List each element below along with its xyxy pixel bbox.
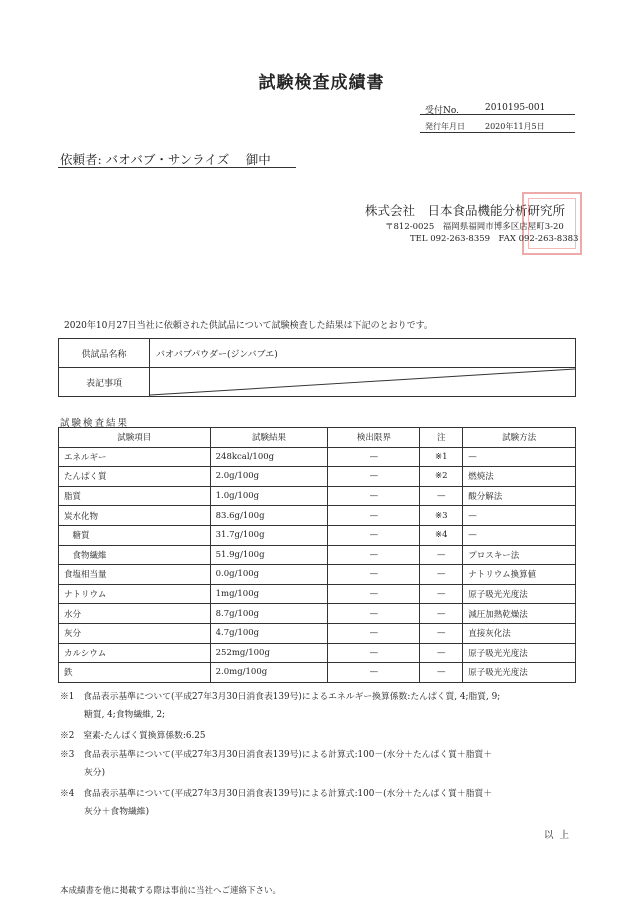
receipt-underline xyxy=(420,114,575,115)
note-cell: — xyxy=(420,486,463,506)
item-cell: 食塩相当量 xyxy=(59,565,211,585)
limit-cell: — xyxy=(328,545,420,565)
header-limit: 検出限界 xyxy=(328,428,420,448)
results-row xyxy=(59,525,576,545)
item-cell: ナトリウム xyxy=(59,584,211,604)
result-cell: 31.7g/100g xyxy=(210,525,328,545)
results-row xyxy=(59,467,576,487)
issue-date-label: 発行年月日 xyxy=(425,122,465,131)
note-cell: — xyxy=(420,584,463,604)
limit-cell: — xyxy=(328,486,420,506)
note-2: ※2 窒素-たんぱく質換算係数:6.25 xyxy=(60,731,206,741)
item-cell: 灰分 xyxy=(59,623,211,643)
results-row xyxy=(59,623,576,643)
results-row xyxy=(59,565,576,585)
result-cell: 83.6g/100g xyxy=(210,506,328,526)
header-method: 試験方法 xyxy=(463,428,576,448)
limit-cell: — xyxy=(328,663,420,683)
result-cell: 2.0mg/100g xyxy=(210,663,328,683)
method-cell: プロスキー法 xyxy=(463,545,576,565)
receipt-number: 2010195-001 xyxy=(485,103,546,113)
item-cell: 炭水化物 xyxy=(59,506,211,526)
method-cell: 原子吸光光度法 xyxy=(463,643,576,663)
intro-text: 2020年10月27日当社に依頼された供試品について試験検査した結果は下記のとおりです。 xyxy=(64,321,433,331)
item-cell: 食物繊維 xyxy=(59,545,211,565)
issue-underline xyxy=(420,132,575,133)
note-cell: ※2 xyxy=(420,467,463,487)
note-4-line-1: ※4 食品表示基準について(平成27年3月30日消食表139号)による計算式:100－(水分＋たんぱく質＋脂質＋ xyxy=(60,789,493,799)
results-row xyxy=(59,447,576,467)
item-cell: 脂質 xyxy=(59,486,211,506)
result-cell: 1mg/100g xyxy=(210,584,328,604)
note-cell: ※4 xyxy=(420,525,463,545)
note-cell: ※1 xyxy=(420,447,463,467)
note-4-line-2: 灰分＋食物繊維) xyxy=(84,807,150,817)
receipt-label: 受付No. xyxy=(425,106,459,116)
note-cell: — xyxy=(420,565,463,585)
item-cell: 水分 xyxy=(59,604,211,624)
results-header-row xyxy=(59,428,576,448)
company-address: 〒812-0025 福岡県福岡市博多区店屋町3-20 xyxy=(385,222,564,232)
results-row xyxy=(59,545,576,565)
result-cell: 252mg/100g xyxy=(210,643,328,663)
result-cell: 2.0g/100g xyxy=(210,467,328,487)
method-cell: — xyxy=(463,506,576,526)
note-cell: — xyxy=(420,545,463,565)
sample-info-table xyxy=(58,338,576,397)
note-cell: — xyxy=(420,663,463,683)
note-cell: — xyxy=(420,604,463,624)
limit-cell: — xyxy=(328,447,420,467)
limit-cell: — xyxy=(328,506,420,526)
item-cell: エネルギー xyxy=(59,447,211,467)
limit-cell: — xyxy=(328,584,420,604)
note-cell: — xyxy=(420,643,463,663)
end-mark: 以上 xyxy=(544,830,576,841)
results-row xyxy=(59,643,576,663)
note-3-line-2: 灰分) xyxy=(84,768,106,778)
method-cell: 燃焼法 xyxy=(463,467,576,487)
diagonal-strike xyxy=(150,368,575,396)
note-cell: — xyxy=(420,623,463,643)
item-cell: カルシウム xyxy=(59,643,211,663)
note-1-line-2: 糖質, 4;食物繊維, 2; xyxy=(84,710,166,720)
method-cell: 原子吸光光度法 xyxy=(463,663,576,683)
method-cell: 減圧加熱乾燥法 xyxy=(463,604,576,624)
result-cell: 0.0g/100g xyxy=(210,565,328,585)
note-3-line-1: ※3 食品表示基準について(平成27年3月30日消食表139号)による計算式:100－(水分＋たんぱく質＋脂質＋ xyxy=(60,750,493,760)
method-cell: — xyxy=(463,447,576,467)
footer-notice: 本成績書を他に掲載する際は事前に当社へご連絡下さい。 xyxy=(60,886,282,896)
notation-row xyxy=(59,368,576,397)
client-underline xyxy=(58,167,296,168)
item-cell: 糖質 xyxy=(59,525,211,545)
limit-cell: — xyxy=(328,643,420,663)
method-cell: 直接灰化法 xyxy=(463,623,576,643)
notation-label: 表記事項 xyxy=(59,368,150,397)
results-row xyxy=(59,663,576,683)
results-table xyxy=(58,427,576,683)
header-item: 試験項目 xyxy=(59,428,211,448)
result-cell: 248kcal/100g xyxy=(210,447,328,467)
company-name: 株式会社 日本食品機能分析研究所 xyxy=(365,203,566,218)
limit-cell: — xyxy=(328,623,420,643)
company-phone: TEL 092-263-8359 FAX 092-263-8383 xyxy=(410,234,579,244)
result-cell: 1.0g/100g xyxy=(210,486,328,506)
results-row xyxy=(59,486,576,506)
method-cell: 酸分解法 xyxy=(463,486,576,506)
limit-cell: — xyxy=(328,565,420,585)
result-cell: 4.7g/100g xyxy=(210,623,328,643)
header-note: 注 xyxy=(420,428,463,448)
header-result: 試験結果 xyxy=(210,428,328,448)
note-cell: ※3 xyxy=(420,506,463,526)
issue-date: 2020年11月5日 xyxy=(485,122,545,131)
method-cell: 原子吸光光度法 xyxy=(463,584,576,604)
result-cell: 8.7g/100g xyxy=(210,604,328,624)
results-row xyxy=(59,604,576,624)
client-name: 依頼者: バオバブ・サンライズ 御中 xyxy=(60,152,271,167)
item-cell: たんぱく質 xyxy=(59,467,211,487)
sample-name-row xyxy=(59,339,576,368)
limit-cell: — xyxy=(328,604,420,624)
document-title: 試験検査成績書 xyxy=(258,73,385,93)
sample-name-label: 供試品名称 xyxy=(59,339,150,368)
result-cell: 51.9g/100g xyxy=(210,545,328,565)
results-section-title: 試験検査結果 xyxy=(60,418,130,429)
method-cell: ナトリウム換算値 xyxy=(463,565,576,585)
item-cell: 鉄 xyxy=(59,663,211,683)
notation-value-empty xyxy=(150,368,576,397)
limit-cell: — xyxy=(328,525,420,545)
note-1-line-1: ※1 食品表示基準について(平成27年3月30日消食表139号)によるエネルギー換算係数:たんぱく質, 4;脂質, 9; xyxy=(60,692,501,702)
results-row xyxy=(59,506,576,526)
limit-cell: — xyxy=(328,467,420,487)
sample-name-value: バオバブパウダー(ジンバブエ) xyxy=(150,339,576,368)
method-cell: — xyxy=(463,525,576,545)
results-row xyxy=(59,584,576,604)
